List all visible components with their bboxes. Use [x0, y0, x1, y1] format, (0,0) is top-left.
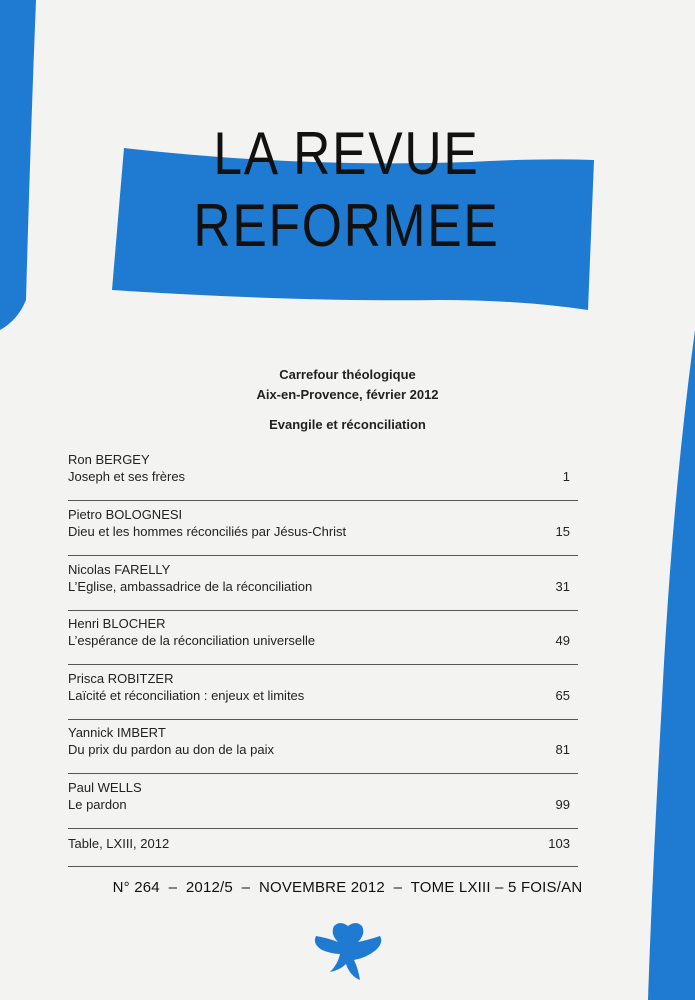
toc-author: Yannick IMBERT — [68, 725, 166, 740]
toc-page: 1 — [562, 469, 570, 484]
toc-author: Nicolas FARELLY — [68, 562, 171, 577]
toc-author: Paul WELLS — [68, 780, 142, 795]
left-blue-strip — [0, 0, 36, 330]
event-place-date: Aix-en-Provence, février 2012 — [256, 387, 439, 402]
toc-page: 103 — [548, 836, 570, 851]
toc-page: 65 — [555, 688, 570, 703]
toc-title: Du prix du pardon au don de la paix — [68, 742, 274, 757]
event-name: Carrefour théologique — [279, 367, 416, 382]
toc-entry[interactable] — [68, 725, 578, 774]
masthead-line-2: REFORMEE — [193, 192, 500, 259]
toc-title: L’Eglise, ambassadrice de la réconciliation — [68, 579, 313, 594]
toc-title: Table, LXIII, 2012 — [68, 836, 170, 851]
toc-page: 15 — [555, 524, 570, 539]
toc-entry[interactable] — [68, 616, 578, 665]
toc-author: Ron BERGEY — [68, 452, 150, 467]
toc-title: Joseph et ses frères — [68, 469, 186, 484]
masthead-line-1: LA REVUE — [213, 120, 480, 187]
toc-entry[interactable] — [68, 452, 578, 501]
toc-entry-table[interactable] — [68, 836, 578, 867]
toc-page: 81 — [555, 742, 570, 757]
toc-title: Le pardon — [68, 797, 127, 812]
toc-title: Laïcité et réconciliation : enjeux et limites — [68, 688, 305, 703]
dove-icon — [310, 920, 386, 982]
toc-entry[interactable] — [68, 671, 578, 720]
toc-page: 99 — [555, 797, 570, 812]
toc-author: Prisca ROBITZER — [68, 671, 174, 686]
toc-author: Pietro BOLOGNESI — [68, 507, 183, 522]
toc-title: Dieu et les hommes réconciliés par Jésus-Christ — [68, 524, 347, 539]
toc-title: L’espérance de la réconciliation universelle — [68, 633, 316, 648]
toc-entry[interactable] — [68, 780, 578, 829]
toc-entry[interactable] — [68, 507, 578, 556]
toc-entry[interactable] — [68, 562, 578, 611]
toc-page: 49 — [555, 633, 570, 648]
issue-theme: Evangile et réconciliation — [269, 417, 426, 432]
issue-info: N° 264 – 2012/5 – NOVEMBRE 2012 – TOME LXIII – 5 FOIS/AN — [112, 879, 583, 896]
toc-author: Henri BLOCHER — [68, 616, 166, 631]
toc-page: 31 — [555, 579, 570, 594]
